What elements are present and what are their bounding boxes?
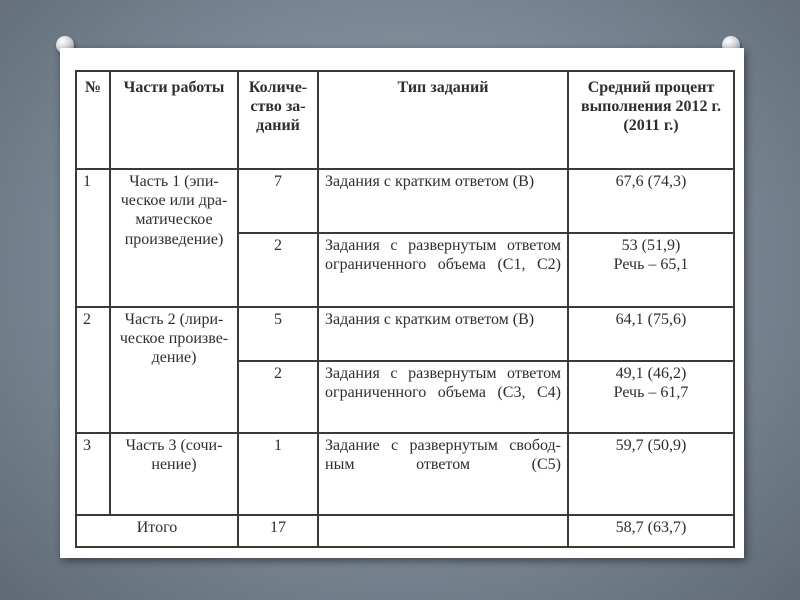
row-count: 2 <box>238 233 318 307</box>
row-count: 7 <box>238 169 318 233</box>
row-count: 2 <box>238 361 318 433</box>
row-percent-value: 53 (51,9) <box>621 237 681 254</box>
row-speech-value: Речь – 61,7 <box>613 384 689 402</box>
row-percent: 64,1 (75,6) <box>568 307 734 361</box>
table-total-row <box>76 515 734 547</box>
row-part: Часть 2 (лири-ческое произве-дение) <box>110 307 238 433</box>
total-percent: 58,7 (63,7) <box>568 515 734 547</box>
header-parts: Части работы <box>110 71 238 169</box>
total-label: Итого <box>76 515 238 547</box>
header-type: Тип заданий <box>318 71 568 169</box>
row-count: 1 <box>238 433 318 515</box>
row-part: Часть 3 (сочи-нение) <box>110 433 238 515</box>
document-sheet <box>60 48 744 558</box>
row-part: Часть 1 (эпи-ческое или дра-матическое произведение) <box>110 169 238 307</box>
total-count: 17 <box>238 515 318 547</box>
row-type: Задания с развернутым ответом ограниченного объема (С1, С2) <box>318 233 568 307</box>
row-num: 3 <box>76 433 110 515</box>
total-type-empty <box>318 515 568 547</box>
row-count: 5 <box>238 307 318 361</box>
row-type: Задания с кратким ответом (В) <box>318 307 568 361</box>
row-type: Задание с развернутым свобод-ным ответом (С5) <box>318 433 568 515</box>
row-percent <box>568 361 734 433</box>
header-percent: Средний процент выполнения 2012 г. (2011 г.) <box>568 71 734 169</box>
table-row <box>76 433 734 515</box>
row-percent: 59,7 (50,9) <box>568 433 734 515</box>
row-percent <box>568 233 734 307</box>
row-type: Задания с кратким ответом (В) <box>318 169 568 233</box>
row-percent-value: 49,1 (46,2) <box>615 365 687 382</box>
table-row <box>76 307 734 361</box>
results-table <box>75 70 735 548</box>
table-header-row <box>76 71 734 169</box>
row-speech-value: Речь – 65,1 <box>613 256 689 274</box>
row-num: 2 <box>76 307 110 433</box>
row-percent: 67,6 (74,3) <box>568 169 734 233</box>
row-num: 1 <box>76 169 110 307</box>
row-type: Задания с развернутым ответом ограниченного объема (С3, С4) <box>318 361 568 433</box>
header-num: № <box>76 71 110 169</box>
table-row <box>76 169 734 233</box>
header-count: Количе-ство за-даний <box>238 71 318 169</box>
